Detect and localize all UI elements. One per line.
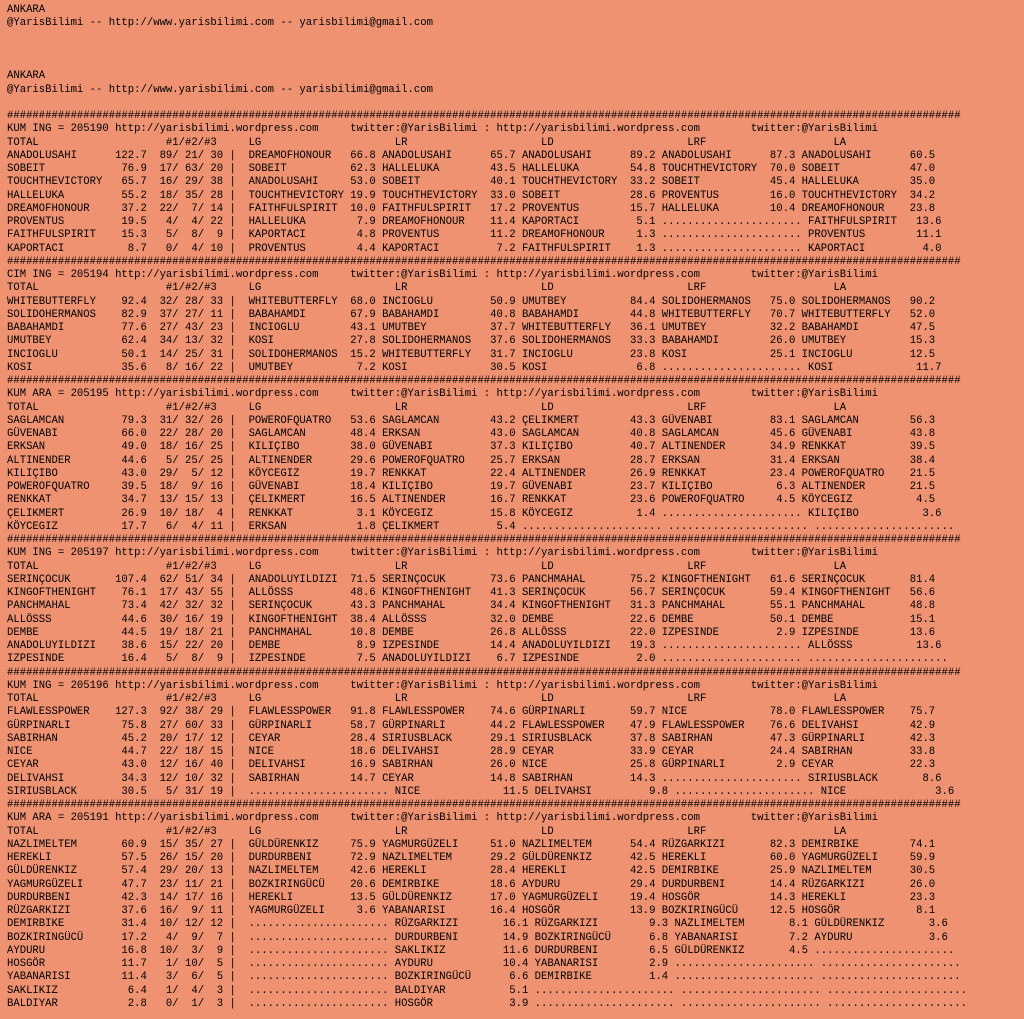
document-line: KUM ING = 205196 http://yarisbilimi.wordpress.com twitter:@YarisBilimi : http://yarisbilimi.wordpress.com twitter:@YarisBilimi	[7, 679, 878, 692]
document-line: ######################################################################################################################################################	[7, 799, 961, 811]
document-line: @YarisBilimi -- http://www.yarisbilimi.com -- yarisbilimi@gmail.com	[7, 17, 433, 30]
document-line: AYDURU 16.8 10/ 3/ 9 | ...................... SAKLIKIZ 11.6 DURDURBENI 6.5 GÜLDÜRENKIZ 4.5 ......................	[7, 944, 955, 957]
document-line: BALDIYAR 2.8 0/ 1/ 3 | ...................... HOSGÖR 3.9 ...................... ...................... ......................	[7, 997, 967, 1010]
document-line: KOSI 35.6 8/ 16/ 22 | UMUTBEY 7.2 KOSI 30.5 KOSI 6.8 ...................... KOSI 11.7	[7, 361, 942, 374]
document-line: SAKLIKIZ 6.4 1/ 4/ 3 | ...................... BALDIYAR 5.1 ...................... ...................... ......................	[7, 984, 967, 997]
document-line: CEYAR 43.0 12/ 16/ 40 | DELIVAHSI 16.9 SABIRHAN 26.0 NICE 25.8 GÜRPINARLI 2.9 CEYAR 22.3	[7, 759, 936, 772]
document-line: ######################################################################################################################################################	[7, 375, 961, 387]
document-line: DEMIRBIKE 31.4 10/ 12/ 12 | ...................... RÜZGARKIZI 16.1 RÜZGARKIZI 9.3 NAZLIMELTEM 8.1 GÜLDÜRENKIZ 3.6	[7, 918, 948, 931]
document-line: ALLÖSSS 44.6 30/ 16/ 19 | KINGOFTHENIGHT 38.4 ALLÖSSS 32.0 DEMBE 22.6 DEMBE 50.1 DEMBE 15.1	[7, 613, 936, 626]
document-line: SABIRHAN 45.2 20/ 17/ 12 | CEYAR 28.4 SIRIUSBLACK 29.1 SIRIUSBLACK 37.8 SABIRHAN 47.3 GÜRPINARLI 42.3	[7, 732, 936, 745]
document-line: GÜRPINARLI 75.8 27/ 60/ 33 | GÜRPINARLI 58.7 GÜRPINARLI 44.2 FLAWLESSPOWER 47.9 FLAWLESSPOWER 76.6 DELIVAHSI 42.9	[7, 719, 936, 732]
document-line: SOBEIT 76.9 17/ 63/ 20 | SOBEIT 62.3 HALLELUKA 43.5 HALLELUKA 54.8 TOUCHTHEVICTORY 70.0 SOBEIT 47.0	[7, 163, 936, 175]
document-line: TOTAL #1/#2/#3 LG LR LD LRF LA	[7, 136, 847, 149]
document-line: KUM ING = 205190 http://yarisbilimi.wordpress.com twitter:@YarisBilimi : http://yarisbilimi.wordpress.com twitter:@YarisBilimi	[7, 123, 878, 136]
document-line: SOLIDOHERMANOS 82.9 37/ 27/ 11 | BABAHAMDI 67.9 BABAHAMDI 40.8 BABAHAMDI 44.8 WHITEBUTTERFLY 70.7 WHITEBUTTERFLY 52.0	[7, 308, 936, 321]
document-line: KUM ARA = 205195 http://yarisbilimi.wordpress.com twitter:@YarisBilimi : http://yarisbilimi.wordpress.com twitter:@YarisBilimi	[7, 388, 878, 401]
document-line: DURDURBENI 42.3 14/ 17/ 16 | HEREKLI 13.5 GÜLDÜRENKIZ 17.0 YAGMURGÜZELI 19.4 HOSGÖR 14.3 HEREKLI 23.3	[7, 891, 936, 904]
document-line: FLAWLESSPOWER 127.3 92/ 38/ 29 | FLAWLESSPOWER 91.8 FLAWLESSPOWER 74.6 GÜRPINARLI 59.7 NICE 78.0 FLAWLESSPOWER 75.7	[7, 706, 936, 719]
document-line: ######################################################################################################################################################	[7, 255, 961, 268]
document-line: INCIOGLU 50.1 14/ 25/ 31 | SOLIDOHERMANOS 15.2 WHITEBUTTERFLY 31.7 INCIOGLU 23.8 KOSI 25.1 INCIOGLU 12.5	[7, 348, 936, 361]
document-line	[7, 97, 1024, 110]
document-line: TOTAL #1/#2/#3 LG LR LD LRF LA	[7, 560, 847, 573]
document-line: PANCHMAHAL 73.4 42/ 32/ 32 | SERINÇOCUK 43.3 PANCHMAHAL 34.4 KINGOFTHENIGHT 31.3 PANCHMAHAL 55.1 PANCHMAHAL 48.8	[7, 600, 936, 613]
document-line: NICE 44.7 22/ 18/ 15 | NICE 18.6 DELIVAHSI 28.9 CEYAR 33.9 CEYAR 24.4 SABIRHAN 33.8	[7, 746, 936, 758]
document-line	[7, 31, 1024, 44]
document-line: SAGLAMCAN 79.3 31/ 32/ 26 | POWEROFQUATRO 53.6 SAGLAMCAN 43.2 ÇELIKMERT 43.3 GÜVENABI 83.1 SAGLAMCAN 56.3	[7, 414, 936, 427]
document-line: BOZKIRINGÜCÜ 17.2 4/ 9/ 7 | ...................... DURDURBENI 14.9 BOZKIRINGÜCÜ 6.8 YABANARISI 7.2 AYDURU 3.6	[7, 931, 948, 944]
document-line: POWEROFQUATRO 39.5 18/ 9/ 16 | GÜVENABI 18.4 KILIÇIBO 19.7 GÜVENABI 23.7 KILIÇIBO 6.3 ALTINENDER 21.5	[7, 481, 936, 493]
document-line: SIRIUSBLACK 30.5 5/ 31/ 19 | ...................... NICE 11.5 DELIVAHSI 9.8 ...................... NICE 3.6	[7, 785, 955, 798]
document-line: NAZLIMELTEM 60.9 15/ 35/ 27 | GÜLDÜRENKIZ 75.9 YAGMURGÜZELI 51.0 NAZLIMELTEM 54.4 RÜZGARKIZI 82.3 DEMIRBIKE 74.1	[7, 838, 936, 851]
document-line: ALTINENDER 44.6 5/ 25/ 25 | ALTINENDER 29.6 POWEROFQUATRO 25.7 ERKSAN 28.7 ERKSAN 31.4 ERKSAN 38.4	[7, 454, 936, 467]
document-line: DREAMOFHONOUR 37.2 22/ 7/ 14 | FAITHFULSPIRIT 10.0 FAITHFULSPIRIT 17.2 PROVENTUS 15.7 HALLELUKA 10.4 DREAMOFHONOUR 23.8	[7, 202, 936, 215]
document-line: WHITEBUTTERFLY 92.4 32/ 28/ 33 | WHITEBUTTERFLY 68.0 INCIOGLU 50.9 UMUTBEY 84.4 SOLIDOHERMANOS 75.0 SOLIDOHERMANOS 90.2	[7, 295, 936, 308]
document-line: HALLELUKA 55.2 18/ 35/ 28 | TOUCHTHEVICTORY 19.9 TOUCHTHEVICTORY 33.0 SOBEIT 28.6 PROVENTUS 16.0 TOUCHTHEVICTORY 34.2	[7, 189, 936, 202]
document-line: ANADOLUSAHI 122.7 89/ 21/ 30 | DREAMOFHONOUR 66.8 ANADOLUSAHI 65.7 ANADOLUSAHI 89.2 ANADOLUSAHI 87.3 ANADOLUSAHI 60.5	[7, 149, 936, 162]
document-line: BABAHAMDI 77.6 27/ 43/ 23 | INCIOGLU 43.1 UMUTBEY 37.7 WHITEBUTTERFLY 36.1 UMUTBEY 32.2 BABAHAMDI 47.5	[7, 322, 936, 334]
document-line	[7, 57, 1024, 70]
document-line: ANKARA	[7, 70, 46, 83]
document-line: TOUCHTHEVICTORY 65.7 16/ 29/ 38 | ANADOLUSAHI 53.0 SOBEIT 40.1 TOUCHTHEVICTORY 33.2 SOBEIT 45.4 HALLELUKA 35.0	[7, 176, 936, 189]
document-line: RÜZGARKIZI 37.6 16/ 9/ 11 | YAGMURGÜZELI 3.6 YABANARISI 16.4 HOSGÖR 13.9 BOZKIRINGÜCÜ 12.5 HOSGÖR 8.1	[7, 905, 936, 917]
document-line: PROVENTUS 19.5 4/ 4/ 22 | HALLELUKA 7.9 DREAMOFHONOUR 11.4 KAPORTACI 5.1 ...................... FAITHFULSPIRIT 13.6	[7, 216, 942, 228]
document-line: ######################################################################################################################################################	[7, 110, 961, 122]
document-line: TOTAL #1/#2/#3 LG LR LD LRF LA	[7, 401, 847, 414]
document-line: TOTAL #1/#2/#3 LG LR LD LRF LA	[7, 282, 847, 295]
document-line: YAGMURGÜZELI 47.7 23/ 11/ 21 | BOZKIRINGÜCÜ 20.6 DEMIRBIKE 18.6 AYDURU 29.4 DURDURBENI 14.4 RÜZGARKIZI 26.0	[7, 878, 936, 891]
document-line	[7, 44, 1024, 57]
document-line: DELIVAHSI 34.3 12/ 10/ 32 | SABIRHAN 14.7 CEYAR 14.8 SABIRHAN 14.3 ...................... SIRIUSBLACK 8.6	[7, 772, 942, 785]
document-line: KUM ING = 205197 http://yarisbilimi.wordpress.com twitter:@YarisBilimi : http://yarisbilimi.wordpress.com twitter:@YarisBilimi	[7, 547, 878, 560]
document-line: DEMBE 44.5 19/ 18/ 21 | PANCHMAHAL 10.8 DEMBE 26.8 ALLÖSSS 22.0 IZPESINDE 2.9 IZPESINDE 13.6	[7, 626, 936, 639]
document-line: @YarisBilimi -- http://www.yarisbilimi.com -- yarisbilimi@gmail.com	[7, 83, 433, 96]
document-line: ERKSAN 49.0 18/ 16/ 25 | KILIÇIBO 38.0 GÜVENABI 37.3 KILIÇIBO 40.7 ALTINENDER 34.9 RENKKAT 39.5	[7, 441, 936, 454]
document-line: CIM ING = 205194 http://yarisbilimi.wordpress.com twitter:@YarisBilimi : http://yarisbilimi.wordpress.com twitter:@YarisBilimi	[7, 269, 878, 281]
document-line: TOTAL #1/#2/#3 LG LR LD LRF LA	[7, 693, 847, 705]
document-line: GÜLDÜRENKIZ 57.4 29/ 20/ 13 | NAZLIMELTEM 42.6 HEREKLI 28.4 HEREKLI 42.5 DEMIRBIKE 25.9 NAZLIMELTEM 30.5	[7, 865, 936, 878]
document-line: IZPESINDE 16.4 5/ 8/ 9 | IZPESINDE 7.5 ANADOLUYILDIZI 6.7 IZPESINDE 2.0 ...................... ......................	[7, 653, 948, 666]
document-line: ANADOLUYILDIZI 38.6 15/ 22/ 20 | DEMBE 8.9 IZPESINDE 14.4 ANADOLUYILDIZI 19.3 ...................... ALLÖSSS 13.6	[7, 640, 942, 652]
document-line: FAITHFULSPIRIT 15.3 5/ 8/ 9 | KAPORTACI 4.8 PROVENTUS 11.2 DREAMOFHONOUR 1.3 ...................... PROVENTUS 11.1	[7, 229, 942, 242]
document-line: GÜVENABI 66.0 22/ 28/ 20 | SAGLAMCAN 48.4 ERKSAN 43.0 SAGLAMCAN 40.8 SAGLAMCAN 45.6 GÜVENABI 43.8	[7, 428, 936, 440]
document-line: SERINÇOCUK 107.4 62/ 51/ 34 | ANADOLUYILDIZI 71.5 SERINÇOCUK 73.6 PANCHMAHAL 75.2 KINGOFTHENIGHT 61.6 SERINÇOCUK 81.4	[7, 573, 936, 586]
document-line: KÖYCEGIZ 17.7 6/ 4/ 11 | ERKSAN 1.8 ÇELIKMERT 5.4 ...................... ...................... ......................	[7, 520, 955, 533]
document-line: HOSGÖR 11.7 1/ 10/ 5 | ...................... AYDURU 10.4 YABANARISI 2.9 ...................... ......................	[7, 958, 961, 970]
document-line: ######################################################################################################################################################	[7, 534, 961, 546]
document-line: KUM ARA = 205191 http://yarisbilimi.wordpress.com twitter:@YarisBilimi : http://yarisbilimi.wordpress.com twitter:@YarisBilimi	[7, 812, 878, 825]
document-line: KINGOFTHENIGHT 76.1 17/ 43/ 55 | ALLÖSSS 48.6 KINGOFTHENIGHT 41.3 SERINÇOCUK 56.7 SERINÇOCUK 59.4 KINGOFTHENIGHT 56.6	[7, 587, 936, 599]
document-line: YABANARISI 11.4 3/ 6/ 5 | ...................... BOZKIRINGÜCÜ 6.6 DEMIRBIKE 1.4 ...................... ......................	[7, 971, 961, 984]
document-line: ÇELIKMERT 26.9 10/ 18/ 4 | RENKKAT 3.1 KÖYCEGIZ 15.8 KÖYCEGIZ 1.4 ...................... KILIÇIBO 3.6	[7, 507, 942, 520]
document-line: ######################################################################################################################################################	[7, 666, 961, 679]
document-line: HEREKLI 57.5 26/ 15/ 20 | DURDURBENI 72.9 NAZLIMELTEM 29.2 GÜLDÜRENKIZ 42.5 HEREKLI 60.0 YAGMURGÜZELI 59.9	[7, 852, 936, 864]
document-line: UMUTBEY 62.4 34/ 13/ 32 | KOSI 27.8 SOLIDOHERMANOS 37.6 SOLIDOHERMANOS 33.3 BABAHAMDI 26.0 UMUTBEY 15.3	[7, 335, 936, 348]
document-line: KILIÇIBO 43.0 29/ 5/ 12 | KÖYCEGIZ 19.7 RENKKAT 22.4 ALTINENDER 26.9 RENKKAT 23.4 POWEROFQUATRO 21.5	[7, 467, 936, 480]
document-line: KAPORTACI 8.7 0/ 4/ 10 | PROVENTUS 4.4 KAPORTACI 7.2 FAITHFULSPIRIT 1.3 ...................... KAPORTACI 4.0	[7, 242, 942, 255]
document-line: ANKARA	[7, 4, 46, 16]
document-line: TOTAL #1/#2/#3 LG LR LD LRF LA	[7, 825, 847, 838]
document-line: RENKKAT 34.7 13/ 15/ 13 | ÇELIKMERT 16.5 ALTINENDER 16.7 RENKKAT 23.6 POWEROFQUATRO 4.5 KÖYCEGIZ 4.5	[7, 494, 936, 507]
